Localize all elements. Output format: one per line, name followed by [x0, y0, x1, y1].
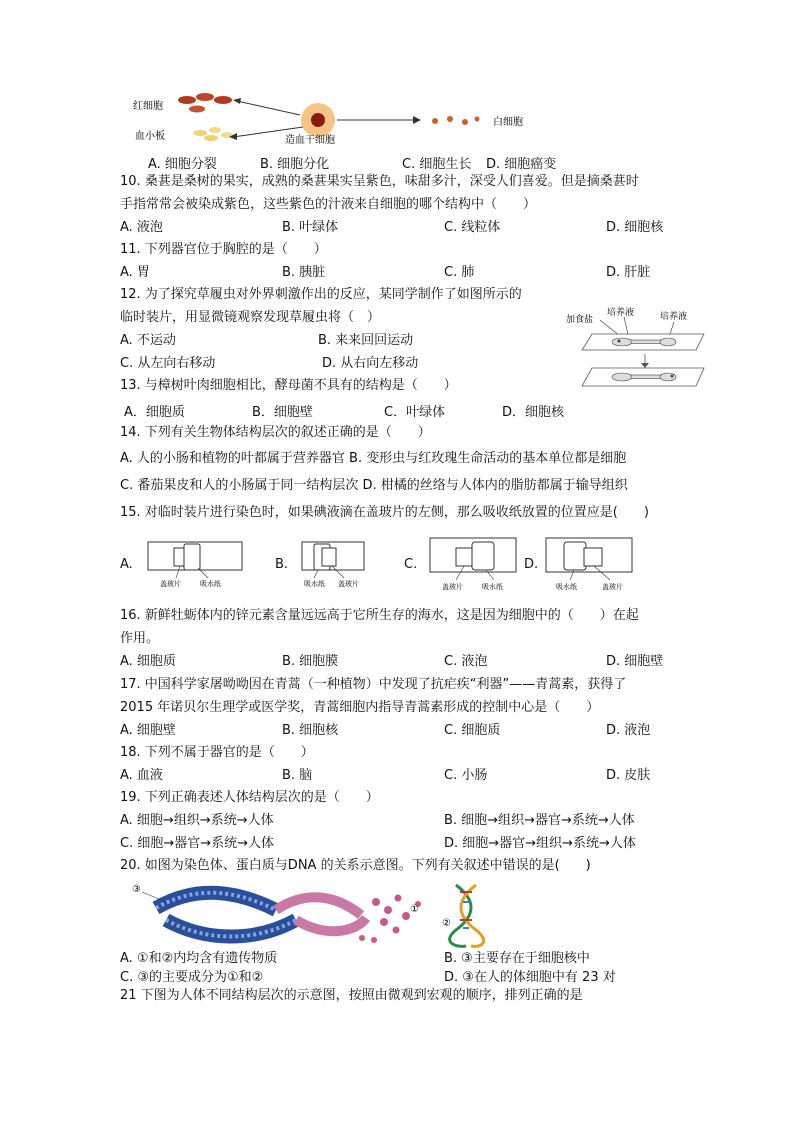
a-paper-label: 吸水纸 — [200, 580, 221, 588]
q9-option-a[interactable]: A. 细胞分裂 — [148, 157, 217, 172]
q11-option-c[interactable]: C. 肺 — [444, 265, 475, 280]
q13-text: 13. 与樟树叶肉细胞相比，酵母菌不具有的结构是（ ） — [120, 378, 457, 393]
q9-option-c[interactable]: C. 细胞生长 — [402, 157, 472, 172]
label-medium-2: 培养液 — [660, 312, 688, 322]
q15-figure-c — [428, 536, 520, 594]
q12-option-c[interactable]: C. 从左向右移动 — [120, 356, 216, 371]
q13-option-c[interactable]: C．叶绿体 — [384, 405, 446, 420]
q13-option-b[interactable]: B．细胞壁 — [252, 405, 313, 420]
label-salt: 加食盐 — [566, 315, 594, 325]
q18-text: 18. 下列不属于器官的是（ ） — [120, 745, 314, 760]
q13-option-a[interactable]: A．细胞质 — [124, 405, 185, 420]
q15-figure-d — [544, 536, 636, 594]
q10-option-a[interactable]: A. 液泡 — [120, 220, 163, 235]
dna-helix — [450, 885, 484, 946]
c-paper-label: 吸水纸 — [482, 583, 503, 591]
q12-option-a[interactable]: A. 不运动 — [120, 333, 176, 348]
q21-text: 21 下图为人体不同结构层次的示意图，按照由微观到宏观的顺序，排列正确的是 — [120, 988, 583, 1003]
stem-cell-figure — [125, 85, 555, 147]
label-stem-cell: 造血干细胞 — [285, 135, 335, 146]
d-cover-label: 盖玻片 — [602, 583, 623, 591]
q15-figure-b — [300, 540, 370, 592]
paramecium-slide-figure — [562, 306, 712, 392]
c-cover-label: 盖玻片 — [442, 583, 463, 591]
q16-text-2: 作用。 — [120, 631, 160, 646]
label-3: ③ — [132, 884, 141, 895]
q20-option-d[interactable]: D. ③在人的体细胞中有 23 对 — [444, 970, 616, 985]
q20-option-c[interactable]: C. ③的主要成分为①和② — [120, 970, 264, 985]
q12-text-2: 临时装片，用显微镜观察发现草履虫将（ ） — [120, 310, 381, 325]
chromosome-dna-figure — [126, 880, 526, 948]
q12-option-b[interactable]: B. 来来回回运动 — [318, 333, 414, 348]
q19-option-c[interactable]: C. 细胞→器官→系统→人体 — [120, 836, 275, 851]
q15-option-c[interactable]: C. — [404, 557, 418, 572]
stem-cell — [301, 103, 335, 137]
q19-option-a[interactable]: A. 细胞→组织→系统→人体 — [120, 813, 274, 828]
q16-option-d[interactable]: D. 细胞壁 — [606, 654, 664, 669]
label-platelet: 血小板 — [135, 131, 165, 142]
q9-option-b[interactable]: B. 细胞分化 — [260, 157, 330, 172]
d-paper-label: 吸水纸 — [556, 583, 577, 591]
q19-option-b[interactable]: B. 细胞→组织→器官→系统→人体 — [444, 813, 635, 828]
q11-option-b[interactable]: B. 胰脏 — [282, 265, 326, 280]
platelets — [193, 127, 233, 141]
q19-text: 19. 下列正确表述人体结构层次的是（ ） — [120, 790, 379, 805]
q18-option-d[interactable]: D. 皮肤 — [606, 768, 651, 783]
q18-option-c[interactable]: C. 小肠 — [444, 768, 488, 783]
q14-options-cd[interactable]: C. 番茄果皮和人的小肠属于同一结构层次 D. 柑橘的丝络与人体内的脂肪都属于输导组织 — [120, 478, 628, 493]
q17-option-b[interactable]: B. 细胞核 — [282, 723, 339, 738]
q17-option-a[interactable]: A. 细胞壁 — [120, 723, 176, 738]
q20-text: 20. 如图为染色体、蛋白质与DNA 的关系示意图。下列有关叙述中错误的是( ) — [120, 858, 591, 873]
q17-text-1: 17. 中国科学家屠呦呦因在青蒿（一种植物）中发现了抗疟疾“利器”——青蒿素，获得了 — [120, 677, 627, 692]
q16-option-c[interactable]: C. 液泡 — [444, 654, 488, 669]
label-2: ② — [442, 918, 451, 929]
label-medium-1: 培养液 — [607, 308, 635, 318]
label-red-cell: 红细胞 — [133, 101, 163, 112]
q15-option-d[interactable]: D. — [524, 557, 539, 572]
q18-option-a[interactable]: A. 血液 — [120, 768, 163, 783]
red-blood-cells — [178, 93, 232, 113]
q13-option-d[interactable]: D．细胞核 — [502, 405, 565, 420]
chromosome-coil — [156, 893, 366, 937]
q17-option-c[interactable]: C. 细胞质 — [444, 723, 501, 738]
q10-option-c[interactable]: C. 线粒体 — [444, 220, 501, 235]
q18-option-b[interactable]: B. 脑 — [282, 768, 313, 783]
q16-option-b[interactable]: B. 细胞膜 — [282, 654, 339, 669]
q15-option-a[interactable]: A. — [120, 557, 133, 572]
q19-option-d[interactable]: D. 细胞→器官→组织→系统→人体 — [444, 836, 636, 851]
b-cover-label: 盖玻片 — [338, 580, 359, 588]
q11-option-a[interactable]: A. 胃 — [120, 265, 150, 280]
q10-text-1: 10. 桑葚是桑树的果实，成熟的桑葚果实呈紫色，味甜多汁，深受人们喜爱。但是摘桑葚时 — [120, 174, 639, 189]
b-paper-label: 吸水纸 — [304, 580, 325, 588]
q15-figure-a — [146, 540, 246, 592]
q17-text-2: 2015 年诺贝尔生理学或医学奖，青蒿细胞内指导青蒿素形成的控制中心是（ ） — [120, 700, 600, 715]
q9-option-d[interactable]: D. 细胞癌变 — [486, 157, 557, 172]
white-blood-cells — [432, 116, 480, 125]
q14-options-ab[interactable]: A. 人的小肠和植物的叶都属于营养器官 B. 变形虫与红玫瑰生命活动的基本单位都是细胞 — [120, 451, 627, 466]
q11-text: 11. 下列器官位于胸腔的是（ ） — [120, 242, 327, 257]
q16-text-1: 16. 新鲜牡蛎体内的锌元素含量远远高于它所生存的海水，这是因为细胞中的（ ）在起 — [120, 608, 639, 623]
q11-option-d[interactable]: D. 肝脏 — [606, 265, 651, 280]
q12-text-1: 12. 为了探究草履虫对外界刺激作出的反应，某同学制作了如图所示的 — [120, 287, 522, 302]
q15-option-b[interactable]: B. — [275, 557, 289, 572]
a-cover-label: 盖玻片 — [160, 580, 181, 588]
q20-option-a[interactable]: A. ①和②内均含有遗传物质 — [120, 951, 278, 966]
q15-text: 15. 对临时装片进行染色时，如果碘液滴在盖玻片的左侧，那么吸收纸放置的位置应是( ) — [120, 505, 649, 520]
q12-option-d[interactable]: D. 从右向左移动 — [322, 356, 419, 371]
label-white-cell: 白细胞 — [493, 117, 523, 128]
label-1: ① — [410, 904, 419, 915]
q14-text: 14. 下列有关生物体结构层次的叙述正确的是（ ） — [120, 425, 431, 440]
q20-option-b[interactable]: B. ③主要存在于细胞核中 — [444, 951, 590, 966]
q16-option-a[interactable]: A. 细胞质 — [120, 654, 176, 669]
q10-option-d[interactable]: D. 细胞核 — [606, 220, 664, 235]
q10-text-2: 手指常常会被染成紫色，这些紫色的汁液来自细胞的哪个结构中（ ） — [120, 197, 537, 212]
protein-beads — [359, 895, 421, 944]
q17-option-d[interactable]: D. 液泡 — [606, 723, 651, 738]
q10-option-b[interactable]: B. 叶绿体 — [282, 220, 339, 235]
